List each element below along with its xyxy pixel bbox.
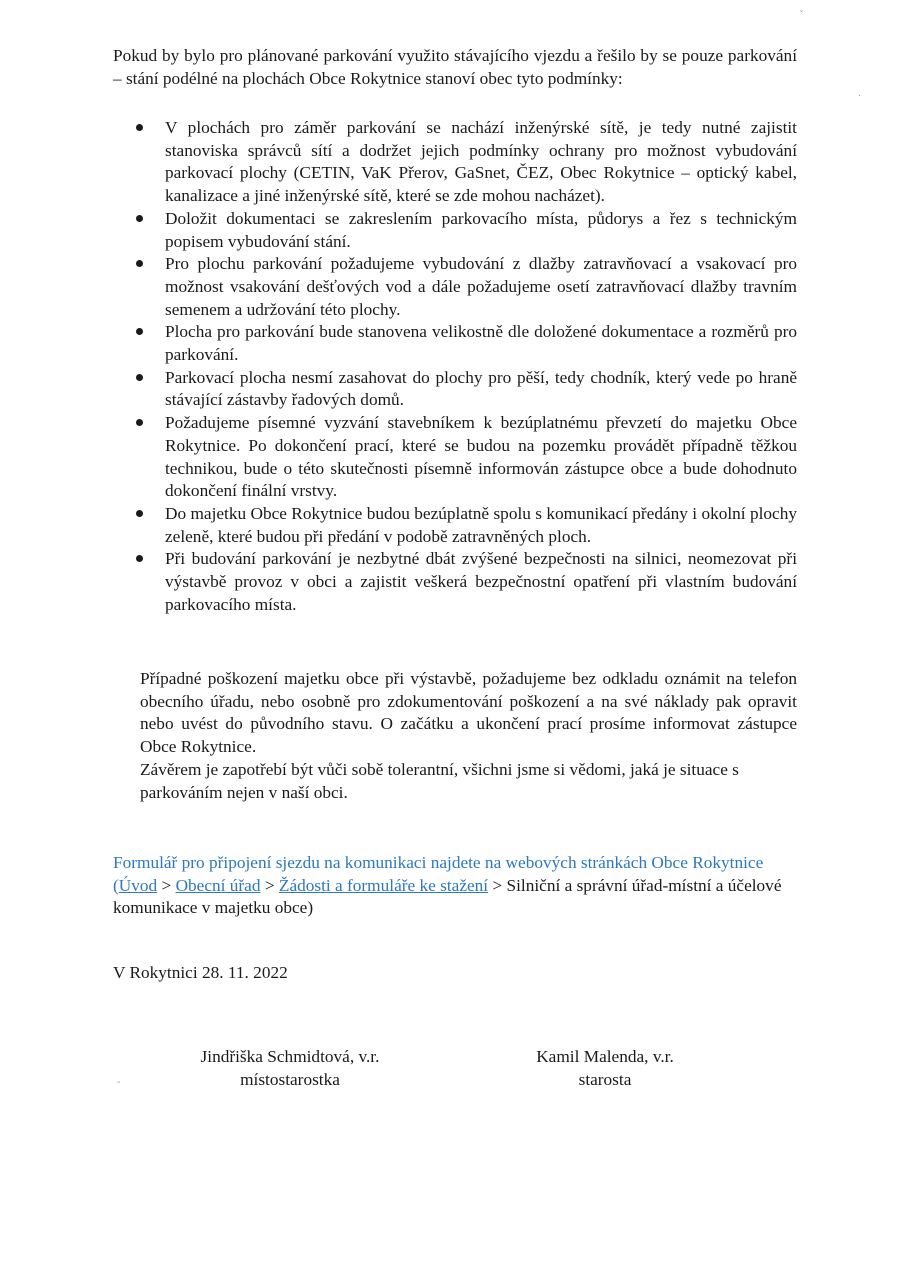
condition-item: Parkovací plocha nesmí zasahovat do plochy pro pěší, tedy chodník, který vede po hraně stávající zástavby řadových domů. — [165, 367, 797, 412]
signature-name: Jindřiška Schmidtová, v.r. — [200, 1047, 380, 1066]
signature-role: starosta — [578, 1069, 632, 1089]
damage-paragraph: Případné poškození majetku obce při výstavbě, požadujeme bez odkladu oznámit na telefon obecního úřadu, nebo osobně pro zdokumentování poškození a na své náklady pak opravit nebo uvést do původního stavu. O začátku a ukončení prací prosíme informovat zástupce Obce Rokytnice. — [140, 669, 797, 757]
form-note — [113, 852, 803, 920]
signature-role: místostarostka — [240, 1069, 340, 1089]
condition-item: Pro plochu parkování požadujeme vybudování z dlažby zatravňovací a vsakovací pro možnost vsakování dešťových vod a dále požadujeme osetí zatravňovací dlažby travním semenem a udržování této plochy. — [165, 253, 797, 321]
breadcrumb-link-uvod[interactable]: Úvod — [118, 875, 158, 895]
scan-speck: ‐ — [117, 1077, 121, 1088]
condition-item: Požadujeme písemné vyzvání stavebníkem k bezúplatnému převzetí do majetku Obce Rokytnice. Po dokončení prací, které se budou na pozemku provádět případně těžkou technikou, bude o této skutečnosti písemně informován zástupce obce a bude dohodnuto dokončení finální vrstvy. — [165, 412, 797, 503]
conditions-list — [165, 117, 797, 616]
breadcrumb-separator: > — [488, 875, 507, 895]
condition-item: Plocha pro parkování bude stanovena velikostně dle doložené dokumentace a rozměrů pro parkování. — [165, 321, 797, 366]
breadcrumb-link-obecni-urad[interactable]: Obecní úřad — [175, 875, 261, 895]
form-note-lead: Formulář pro připojení sjezdu na komunikaci najdete na webových stránkách Obce Rokytnice ( — [113, 853, 764, 895]
intro-paragraph: Pokud by bylo pro plánované parkování využito stávajícího vjezdu a řešilo by se pouze parkování – stání podélné na plochách Obce Rokytnice stanoví obec tyto podmínky: — [113, 46, 797, 88]
scan-speck: ˇ — [799, 10, 804, 21]
condition-item: Do majetku Obce Rokytnice budou bezúplatně spolu s komunikací předány i okolní plochy zeleně, které budou při předání v podobě zatravněných ploch. — [165, 503, 797, 548]
breadcrumb-link-zadosti[interactable]: Žádosti a formuláře ke stažení — [278, 875, 489, 895]
form-note-tail: Silniční a správní úřad-místní a účelové komunikace v majetku obce) — [113, 875, 782, 918]
scan-speck: · — [858, 91, 862, 102]
signature-name: Kamil Malenda, v.r. — [536, 1047, 674, 1066]
closing-section — [140, 668, 797, 804]
condition-item: Doložit dokumentaci se zakreslením parkovacího místa, půdorys a řez s technickým popisem vybudování stání. — [165, 208, 797, 253]
condition-item: V plochách pro záměr parkování se nachází inženýrské sítě, je tedy nutné zajistit stanoviska správců sítí a dodržet jejich podmínky ochrany pro možnost vybudování parkovací plochy (CETIN, VaK Přerov, GaSnet, ČEZ, Obec Rokytnice – optický kabel, kanalizace a jiné inženýrské sítě, které se zde mohou nacházet). — [165, 117, 797, 208]
tolerance-paragraph: Závěrem je zapotřebí být vůči sobě tolerantní, všichni jsme si vědomi, jaká je situace s parkováním nejen v naší obci. — [140, 759, 739, 802]
breadcrumb-separator: > — [157, 875, 176, 895]
signature-deputy-mayor — [170, 1046, 410, 1091]
signature-mayor — [510, 1046, 700, 1091]
breadcrumb-separator: > — [260, 875, 279, 895]
condition-item: Při budování parkování je nezbytné dbát zvýšené bezpečnosti na silnici, neomezovat při výstavbě provoz v obci a zajistit veškerá bezpečnostní opatření při vlastním budování parkovacího místa. — [165, 548, 797, 616]
dateline: V Rokytnici 28. 11. 2022 — [113, 963, 288, 982]
